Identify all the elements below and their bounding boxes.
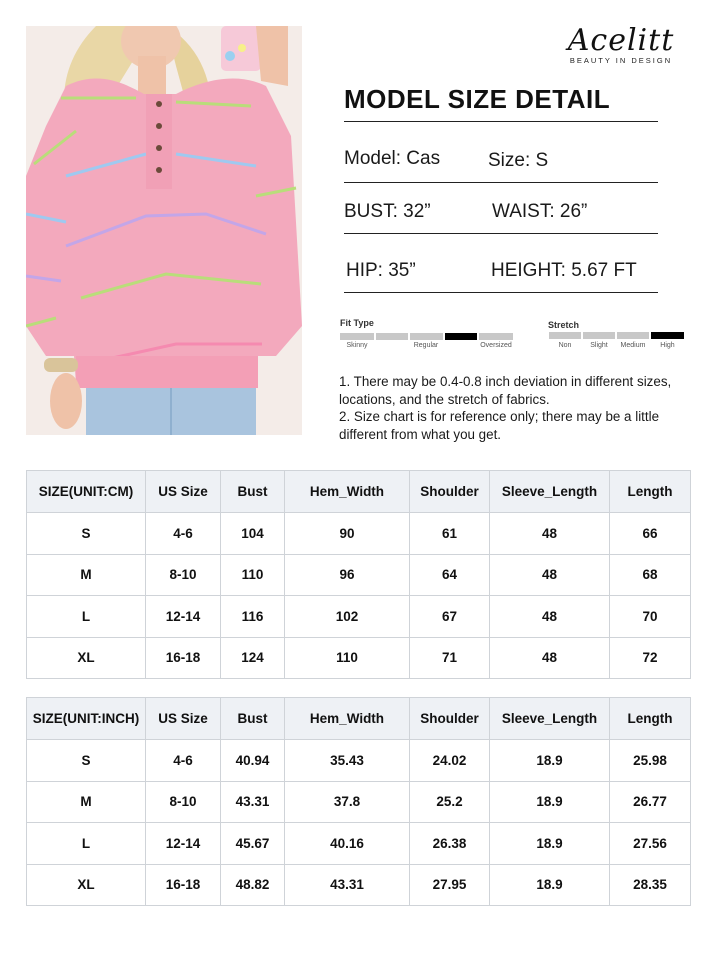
table-cell: 27.56	[610, 823, 691, 865]
table-cell: 18.9	[490, 781, 610, 823]
table-row	[27, 637, 691, 679]
table-cell: 71	[410, 637, 490, 679]
table-cell: 124	[221, 637, 285, 679]
model-size: Size: S	[488, 150, 549, 171]
table-cell: 104	[221, 513, 285, 555]
stretch-label-non: Non	[558, 342, 572, 349]
col-header-length: Length	[610, 698, 691, 740]
fit-segment	[376, 333, 408, 340]
table-row	[27, 513, 691, 555]
model-waist: WAIST: 26”	[492, 201, 588, 222]
table-cell: 48.82	[221, 864, 285, 906]
col-header-sleeve-length: Sleeve_Length	[490, 471, 610, 513]
table-cell: 16-18	[146, 864, 221, 906]
table-row	[27, 823, 691, 865]
table-row	[27, 740, 691, 782]
model-name: Model: Cas	[344, 148, 441, 169]
table-cell: 12-14	[146, 596, 221, 638]
table-cell: 43.31	[285, 864, 410, 906]
col-header-us-size: US Size	[146, 471, 221, 513]
product-photo	[26, 26, 302, 435]
col-header-hem-width: Hem_Width	[285, 698, 410, 740]
col-header-size: SIZE(UNIT:CM)	[27, 471, 146, 513]
table-cell: 110	[285, 637, 410, 679]
table-cell: 64	[410, 554, 490, 596]
divider	[344, 233, 658, 234]
table-cell: 26.38	[410, 823, 490, 865]
table-cell: 48	[490, 596, 610, 638]
table-cell: 40.16	[285, 823, 410, 865]
table-cell: 4-6	[146, 740, 221, 782]
divider	[344, 182, 658, 183]
col-header-sleeve-length: Sleeve_Length	[490, 698, 610, 740]
table-cell: 43.31	[221, 781, 285, 823]
table-cell: S	[27, 513, 146, 555]
table-cell: 67	[410, 596, 490, 638]
table-cell: 66	[610, 513, 691, 555]
stretch-segment-selected	[651, 332, 684, 339]
table-cell: 110	[221, 554, 285, 596]
table-cell: 28.35	[610, 864, 691, 906]
table-cell: 8-10	[146, 781, 221, 823]
fit-label-skinny: Skinny	[346, 342, 368, 349]
model-height: HEIGHT: 5.67 FT	[491, 260, 637, 281]
table-cell: 116	[221, 596, 285, 638]
col-header-bust: Bust	[221, 698, 285, 740]
table-cell: 70	[610, 596, 691, 638]
table-cell: L	[27, 596, 146, 638]
table-cell: M	[27, 781, 146, 823]
stretch-segment	[617, 332, 649, 339]
col-header-shoulder: Shoulder	[410, 471, 490, 513]
stretch-label-high: High	[660, 342, 675, 349]
fit-segment	[410, 333, 443, 340]
table-header-row	[27, 471, 691, 513]
note-1: 1. There may be 0.4-0.8 inch deviation in different sizes, locations, and the stretch of fabrics.	[339, 374, 672, 407]
table-cell: S	[27, 740, 146, 782]
col-header-hem-width: Hem_Width	[285, 471, 410, 513]
table-cell: 96	[285, 554, 410, 596]
table-cell: 45.67	[221, 823, 285, 865]
stretch-label-slight: Slight	[590, 342, 608, 349]
model-bust: BUST: 32”	[344, 201, 431, 222]
table-cell: 8-10	[146, 554, 221, 596]
fit-label-oversized: Oversized	[480, 342, 512, 349]
table-cell: 24.02	[410, 740, 490, 782]
divider	[344, 292, 658, 293]
table-row	[27, 864, 691, 906]
table-cell: 12-14	[146, 823, 221, 865]
model-hip: HIP: 35”	[346, 260, 416, 281]
table-cell: 102	[285, 596, 410, 638]
table-cell: 18.9	[490, 864, 610, 906]
fit-label-regular: Regular	[413, 342, 439, 349]
table-row	[27, 781, 691, 823]
brand-tagline: BEAUTY IN DESIGN	[569, 56, 673, 65]
table-cell: 61	[410, 513, 490, 555]
col-header-shoulder: Shoulder	[410, 698, 490, 740]
table-cell: 4-6	[146, 513, 221, 555]
fit-segment	[479, 333, 513, 340]
table-cell: 25.98	[610, 740, 691, 782]
table-cell: 48	[490, 637, 610, 679]
table-cell: L	[27, 823, 146, 865]
table-row	[27, 554, 691, 596]
col-header-bust: Bust	[221, 471, 285, 513]
col-header-length: Length	[610, 471, 691, 513]
table-cell: 25.2	[410, 781, 490, 823]
table-cell: 40.94	[221, 740, 285, 782]
table-cell: 48	[490, 554, 610, 596]
table-row	[27, 596, 691, 638]
brand-name: Acelitt	[567, 23, 675, 58]
brand-logo	[546, 24, 696, 65]
size-table-inch	[26, 697, 691, 906]
stretch-label-medium: Medium	[620, 342, 646, 349]
col-header-us-size: US Size	[146, 698, 221, 740]
table-cell: 48	[490, 513, 610, 555]
table-cell: M	[27, 554, 146, 596]
table-cell: 18.9	[490, 740, 610, 782]
stretch-segment	[549, 332, 581, 339]
stretch-title: Stretch	[548, 320, 580, 330]
stretch-segment	[583, 332, 615, 339]
table-cell: 37.8	[285, 781, 410, 823]
table-cell: XL	[27, 637, 146, 679]
table-header-row	[27, 698, 691, 740]
table-cell: XL	[27, 864, 146, 906]
table-cell: 16-18	[146, 637, 221, 679]
fit-segment-selected	[445, 333, 477, 340]
note-2: 2. Size chart is for reference only; there may be a little different from what you get.	[339, 409, 660, 442]
divider	[344, 121, 658, 122]
table-cell: 18.9	[490, 823, 610, 865]
table-cell: 90	[285, 513, 410, 555]
table-cell: 68	[610, 554, 691, 596]
fit-segment	[340, 333, 374, 340]
table-cell: 27.95	[410, 864, 490, 906]
table-cell: 72	[610, 637, 691, 679]
model-size-title: MODEL SIZE DETAIL	[344, 84, 611, 114]
table-cell: 35.43	[285, 740, 410, 782]
col-header-size: SIZE(UNIT:INCH)	[27, 698, 146, 740]
size-notes	[339, 373, 699, 443]
size-table-cm	[26, 470, 691, 679]
fit-type-title: Fit Type	[340, 318, 374, 328]
table-cell: 26.77	[610, 781, 691, 823]
